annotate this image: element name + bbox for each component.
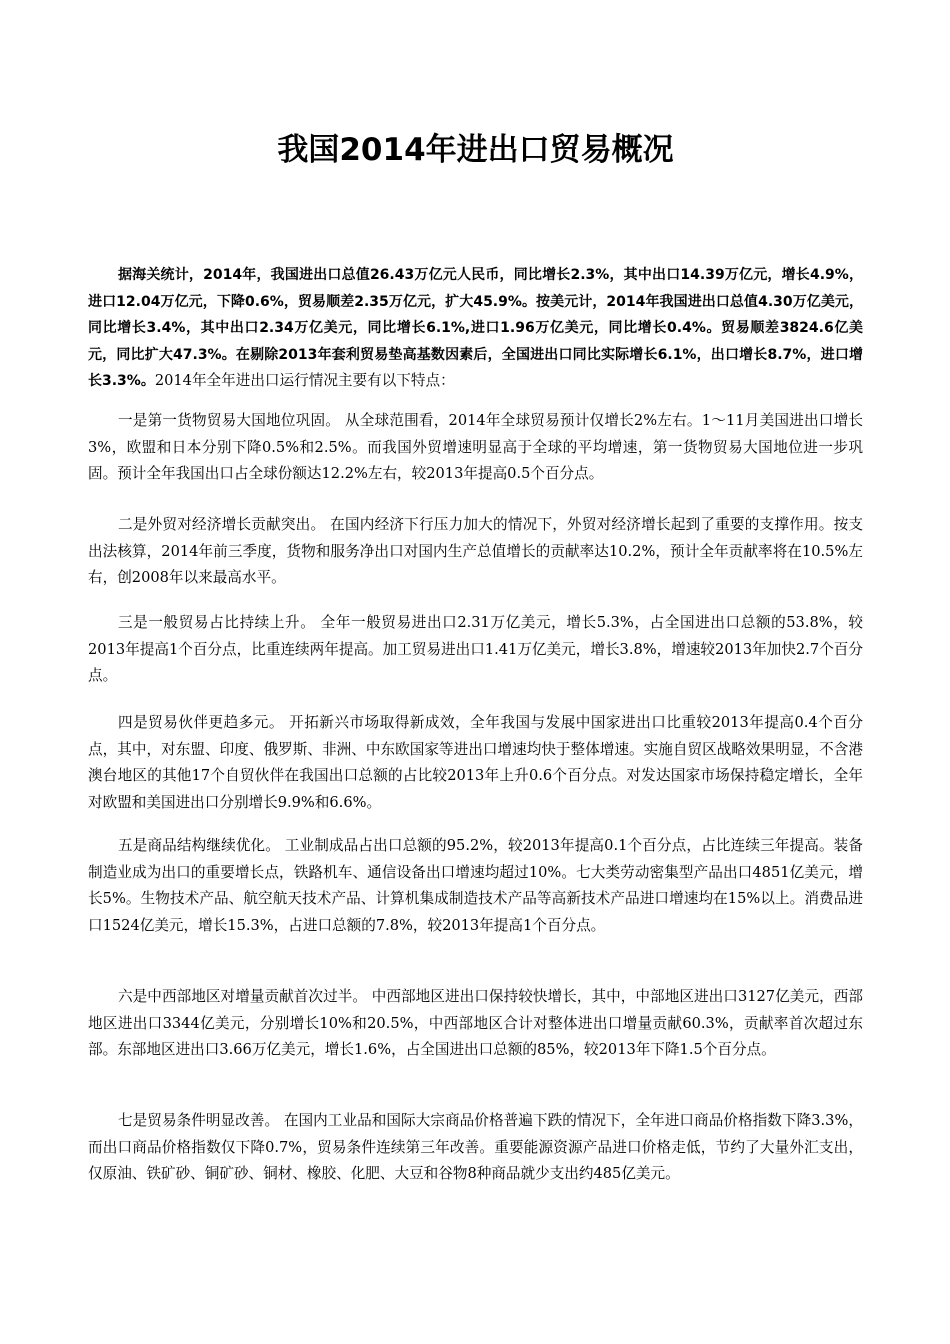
intro-paragraph — [88, 262, 863, 395]
paragraph-2: 二是外贸对经济增长贡献突出。 在国内经济下行压力加大的情况下，外贸对经济增长起到了重要的支撑作用。按支出法核算，2014年前三季度，货物和服务净出口对国内生产总值增长的贡献率达10.2%，预计全年贡献率将在10.5%左右，创2008年以来最高水平。 — [88, 516, 863, 586]
paragraph-3: 三是一般贸易占比持续上升。 全年一般贸易进出口2.31万亿美元，增长5.3%，占全国进出口总额的53.8%，较2013年提高1个百分点，比重连续两年提高。加工贸易进出口1.41万亿美元，增长3.8%，增速较2013年加快2.7个百分点。 — [88, 614, 863, 684]
paragraph-5: 五是商品结构继续优化。 工业制成品占出口总额的95.2%，较2013年提高0.1个百分点，占比连续三年提高。装备制造业成为出口的重要增长点，铁路机车、通信设备出口增速均超过10%。七大类劳动密集型产品出口4851亿美元，增长5%。生物技术产品、航空航天技术产品、计算机集成制造技术产品等高新技术产品进口增速均在15%以上。消费品进口1524亿美元，增长15.3%，占进口总额的7.8%，较2013年提高1个百分点。 — [88, 837, 863, 934]
intro-bold-text: 据海关统计，2014年，我国进出口总值26.43万亿元人民币，同比增长2.3%，其中出口14.39万亿元，增长4.9%，进口12.04万亿元，下降0.6%，贸易顺差2.35万亿元，扩大45.9%。按美元计，2014年我国进出口总值4.30万亿美元，同比增长3.4%，其中出口2.34万亿美元，同比增长6.1%,进口1.96万亿美元，同比增长0.4%。贸易顺差3824.6亿美元，同比扩大47.3%。在剔除2013年套利贸易垫高基数因素后，全国进出口同比实际增长6.1%，出口增长8.7%，进口增长3.3%。 — [88, 267, 863, 389]
paragraph-4: 四是贸易伙伴更趋多元。 开拓新兴市场取得新成效，全年我国与发展中国家进出口比重较2013年提高0.4个百分点，其中，对东盟、印度、俄罗斯、非洲、中东欧国家等进出口增速均快于整体增速。实施自贸区战略效果明显，不含港澳台地区的其他17个自贸伙伴在我国出口总额的占比较2013年上升0.6个百分点。对发达国家市场保持稳定增长，全年对欧盟和美国进出口分别增长9.9%和6.6%。 — [88, 714, 863, 811]
paragraph-1: 一是第一货物贸易大国地位巩固。 从全球范围看，2014年全球贸易预计仅增长2%左右。1～11月美国进出口增长3%，欧盟和日本分别下降0.5%和2.5%。而我国外贸增速明显高于全球的平均增速，第一货物贸易大国地位进一步巩固。预计全年我国出口占全球份额达12.2%左右，较2013年提高0.5个百分点。 — [88, 412, 863, 482]
document-title: 我国2014年进出口贸易概况 — [277, 132, 674, 168]
paragraph-7: 七是贸易条件明显改善。 在国内工业品和国际大宗商品价格普遍下跌的情况下，全年进口商品价格指数下降3.3%，而出口商品价格指数仅下降0.7%，贸易条件连续第三年改善。重要能源资源产品进口价格走低，节约了大量外汇支出，仅原油、铁矿砂、铜矿砂、铜材、橡胶、化肥、大豆和谷物8种商品就少支出约485亿美元。 — [88, 1112, 863, 1182]
paragraph-6: 六是中西部地区对增量贡献首次过半。 中西部地区进出口保持较快增长，其中，中部地区进出口3127亿美元，西部地区进出口3344亿美元，分别增长10%和20.5%，中西部地区合计对整体进出口增量贡献60.3%，贡献率首次超过东部。东部地区进出口3.66万亿美元，增长1.6%，占全国进出口总额的85%，较2013年下降1.5个百分点。 — [88, 988, 863, 1058]
intro-normal-text: 2014年全年进出口运行情况主要有以下特点： — [154, 372, 455, 389]
